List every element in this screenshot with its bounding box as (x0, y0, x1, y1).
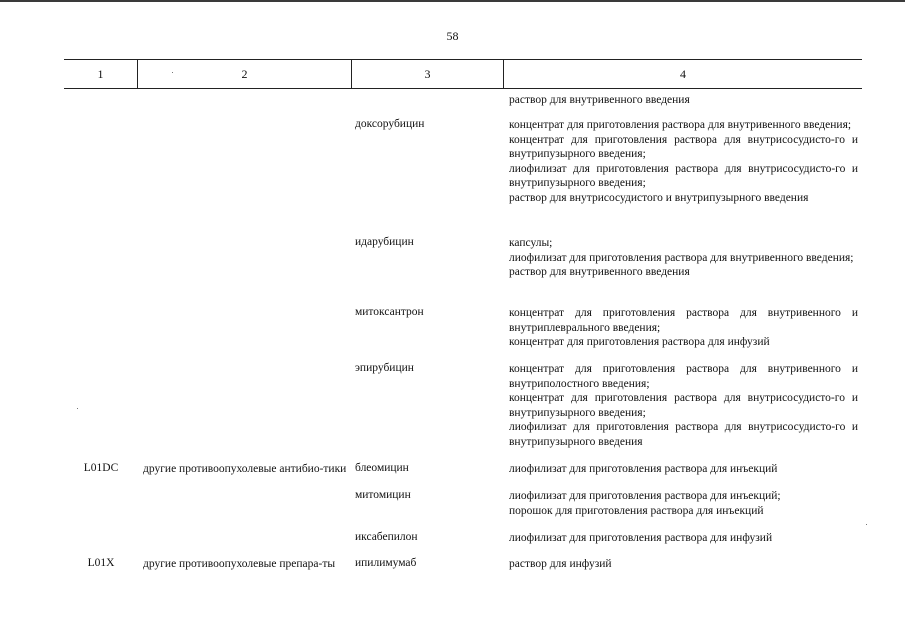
header-col-2: 2 (241, 67, 248, 81)
header-col-4: 4 (680, 67, 686, 81)
atc-group-name (143, 462, 351, 477)
dosage-form-line: капсулы; (509, 237, 553, 249)
dosage-forms (509, 362, 858, 449)
page-number: 58 (446, 29, 459, 43)
drug-name: блеомицин (355, 462, 409, 474)
dosage-form-line: концентрат для приготовления раствора для инфузий (509, 336, 770, 348)
dosage-form-line: концентрат для приготовления раствора для внутрисосудисто-го и внутрипузырного введения; (509, 392, 858, 419)
scan-speck (77, 408, 78, 409)
dosage-form-line: лиофилизат для приготовления раствора для внутривенного введения; (509, 251, 854, 264)
dosage-form-line: лиофилизат для приготовления раствора для внутрисосудисто-го и внутрипузырного введения; (509, 162, 858, 189)
group-name-text: другие противоопухолевые антибио-тики (143, 463, 347, 475)
dosage-forms (509, 462, 858, 477)
dosage-form-line: раствор для инфузий (509, 558, 612, 570)
dosage-form-line: раствор для внутривенного введения (509, 94, 690, 106)
dosage-form-line: лиофилизат для приготовления раствора для инфузий (509, 532, 773, 544)
top-border-line (0, 0, 905, 2)
scan-speck (172, 72, 173, 73)
drug-name: доксорубицин (355, 118, 425, 130)
group-name-text: другие противоопухолевые препара-ты (143, 558, 336, 570)
drug-name: митомицин (355, 489, 411, 501)
atc-code: L01DC (83, 462, 119, 474)
header-col-1: 1 (97, 67, 104, 81)
dosage-forms (509, 306, 858, 350)
dosage-form-line: концентрат для приготовления раствора для внутрисосудисто-го и внутрипузырного введения; (509, 133, 858, 160)
dosage-form-line: раствор для внутривенного введения (509, 266, 690, 278)
header-col-3: 3 (424, 67, 431, 81)
scan-speck (866, 524, 867, 525)
dosage-form-line: раствор для внутрисосудистого и внутрипузырного введения (509, 191, 809, 204)
dosage-form-line: лиофилизат для приготовления раствора для инъекций (509, 463, 778, 475)
dosage-forms (509, 118, 858, 205)
dosage-form-line: концентрат для приготовления раствора для внутривенного введения; (509, 119, 852, 131)
drug-name: митоксантрон (355, 306, 424, 318)
atc-code: L01X (87, 557, 115, 569)
table-header-row (64, 59, 862, 89)
drug-name: иксабепилон (355, 531, 418, 543)
dosage-forms (509, 236, 858, 280)
dosage-form-line: концентрат для приготовления раствора для внутривенного и внутриполостного введения; (509, 363, 858, 390)
dosage-form-line: концентрат для приготовления раствора для внутривенного и внутриплеврального введения; (509, 307, 858, 334)
drug-name: ипилимумаб (355, 557, 417, 569)
dosage-form-line: лиофилизат для приготовления раствора для инъекций; (509, 490, 781, 502)
dosage-form-line: лиофилизат для приготовления раствора для внутрисосудисто-го и внутрипузырного введения (509, 421, 858, 448)
drug-name: эпирубицин (355, 362, 414, 374)
dosage-forms (509, 531, 858, 546)
atc-group-name (143, 557, 351, 572)
dosage-form-line: порошок для приготовления раствора для инъекций (509, 504, 764, 517)
continuation-dosage-form (509, 93, 858, 108)
drug-name: идарубицин (355, 236, 414, 248)
dosage-forms (509, 489, 858, 518)
dosage-forms (509, 557, 858, 572)
